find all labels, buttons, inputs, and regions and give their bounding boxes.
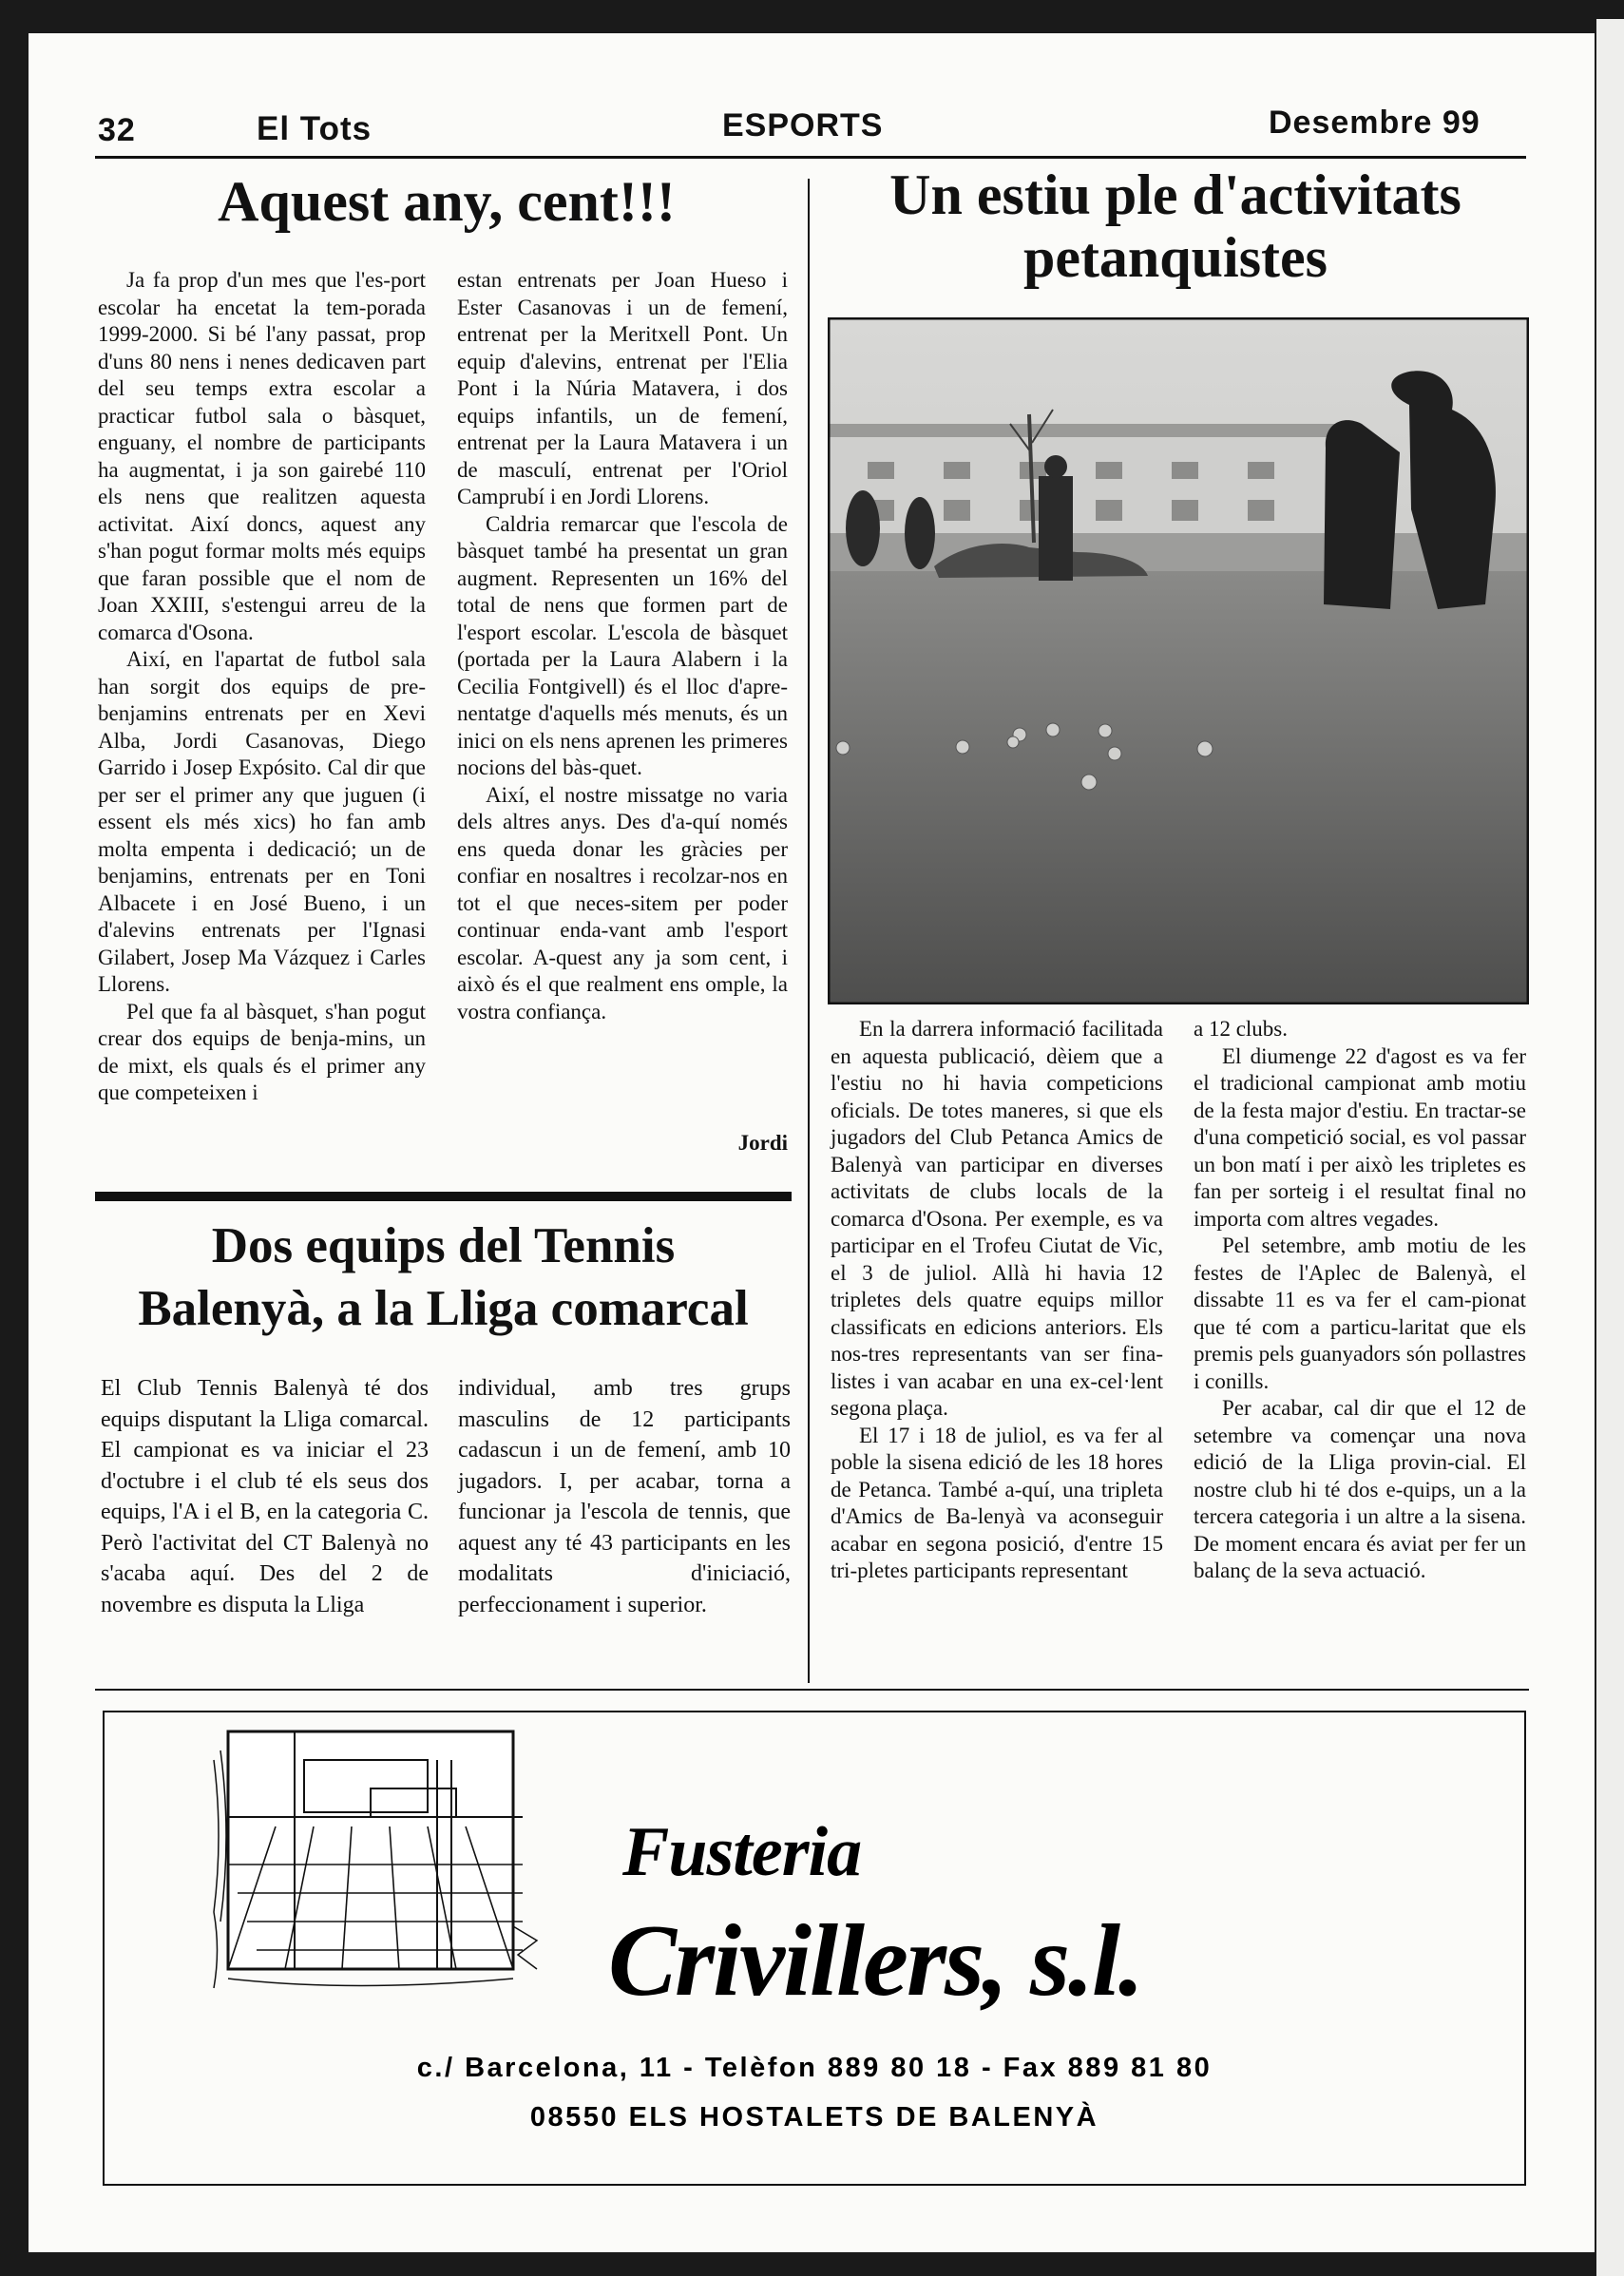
article-column-1 <box>831 1016 1163 1585</box>
article-column-2 <box>1194 1016 1526 1585</box>
ad-city-line: 08550 ELS HOSTALETS DE BALENYÀ <box>529 2102 1099 2133</box>
paragraph: Pel setembre, amb motiu de les festes de l'Aplec de Balenyà, el dissabte 11 es va fer el cam-pionat que té com a particu-laritat que els premis pels guanyadors són pollastres i conills. <box>1194 1234 1526 1393</box>
paragraph: individual, amb tres grups masculins de 12 participants cadascun i un de femení, amb 10 jugadors. I, per acabar, torna a funcionar ja l'escola de tennis, que aquest any té 43 participants en les modalitats d'iniciació, perfeccionament i superior. <box>458 1376 791 1617</box>
article-column-2 <box>457 267 788 1025</box>
article-title: Un estiu ple d'activitats petanquistes <box>889 163 1462 289</box>
paragraph: Caldria remarcar que l'escola de bàsquet també ha presentat un gran augment. Representen un 16% del total de nens que formen part de l'esport escolar. L'escola de bàsquet (portada per la Laura Alabern i la Cecilia Fontgivell) és el lloc d'apre-nentatge d'aquells més menuts, és un inici on els nens aprenen les primeres nocions del bàs-quet. <box>457 511 788 779</box>
publication-name: El Tots <box>257 110 373 147</box>
header-rule <box>95 156 1526 159</box>
petanque-photo-image <box>830 319 1527 1003</box>
article-column-2 <box>458 1373 791 1620</box>
ad-business-name-line2: Crivillers, s.l. <box>608 1904 1143 2018</box>
column-divider <box>808 179 810 1683</box>
carpentry-illustration <box>209 1722 542 1998</box>
section-name: ESPORTS <box>722 107 884 143</box>
advertisement <box>103 1711 1526 2186</box>
paragraph: Pel que fa al bàsquet, s'han pogut crear dos equips de benja-mins, un de mixt, els quals és el primer any que competeixen i <box>98 999 426 1104</box>
ad-separator-rule <box>95 1689 1529 1691</box>
author-signature: Jordi <box>737 1131 788 1155</box>
paragraph: estan entrenats per Joan Hueso i Ester Casanovas i un de femení, entrenat per la Meritxell Pont. Un equip d'alevins, entrenat per l'Elia Pont i la Núria Matavera, i dos equips infantils, un de femení, entrenat per la Laura Matavera i un de masculí, entrenat per l'Oriol Camprubí i en Jordi Llorens. <box>457 268 788 508</box>
issue-date: Desembre 99 <box>1269 105 1481 141</box>
article-column-1 <box>101 1373 429 1620</box>
paragraph: En la darrera informació facilitada en aquesta publicació, dèiem que a l'estiu no hi havia competicions oficials. De totes maneres, si que els jugadors del Club Petanca Amics de Balenyà van participar en diverses activitats de clubs locals de la comarca d'Osona. Per exemple, es va participar en el Trofeu Ciutat de Vic, el 3 de juliol. Allà hi havia 12 tripletes dels quatre equips millor classificats en edicions anteriors. Els nos-tres representants van ser fina-listes i van acabar en una ex-cel·lent segona plaça. <box>831 1017 1163 1420</box>
page-number: 32 <box>98 112 136 148</box>
paragraph: Per acabar, cal dir que el 12 de setembre va començar una nova edició de la Lliga provin-cial. El nostre club hi té dos e-quips, un a la tercera categoria i un altre a la sisena. De moment encara és aviat per fer un balanç de la seva actuació. <box>1194 1396 1526 1582</box>
petanque-photo <box>828 317 1529 1004</box>
paragraph: El Club Tennis Balenyà té dos equips disputant la Lliga comarcal. El campionat es va iniciar el 23 d'octubre i el club té els seus dos equips, l'A i el B, en la categoria C. Però l'activitat del CT Balenyà no s'acaba aquí. Des del 2 de novembre es disputa la Lliga <box>101 1376 429 1617</box>
article-title: Aquest any, cent!!! <box>218 170 676 233</box>
paragraph: Així, el nostre missatge no varia dels altres anys. Des d'a-quí només ens queda donar les gràcies per confiar en nosaltres i recolzar-nos en tot el que neces-sitem per poder continuar enda-vant amb l'esport escolar. A-quest any ja som cent, i això és el que realment ens omple, la vostra confiança. <box>457 782 788 1023</box>
page-edge <box>1596 19 1624 2276</box>
paragraph: a 12 clubs. <box>1194 1017 1289 1041</box>
section-rule <box>95 1192 792 1201</box>
article-title: Dos equips del Tennis Balenyà, a la Lliga comarcal <box>138 1218 749 1336</box>
paragraph: El diumenge 22 d'agost es va fer el tradicional campionat amb motiu de la festa major d'estiu. En tractar-se d'una competició social, es vol passar un bon matí i per això les tripletes es fan per sorteig i el resultat final no importa com altres vegades. <box>1194 1043 1526 1231</box>
paragraph: Així, en l'apartat de futbol sala han sorgit dos equips de pre-benjamins entrenats per en Xevi Alba, Jordi Casanovas, Diego Garrido i Josep Expósito. Cal dir que per ser el primer any que juguen (i essent els més xics) ho fan amb molta empenta i dedicació; un de benjamins, entrenats per en Toni Albacete i en José Bueno, i un d'alevins entrenats per l'Ignasi Gilabert, Josep Ma Vázquez i Carles Llorens. <box>98 647 426 996</box>
paragraph: Ja fa prop d'un mes que l'es-port escolar ha encetat la tem-porada 1999-2000. Si bé l'any passat, prop d'uns 80 nens i nenes dedicaven part del seu temps extra escolar a practicar futbol sala o bàsquet, enguany, el nombre de participants ha augmentat, i ja son gairebé 110 els nens que realitzen aquesta activitat. Així doncs, aquest any s'han pogut formar molts més equips que faran possible que el nom de Joan XXIII, s'estengui arreu de la comarca d'Osona. <box>98 268 426 644</box>
paragraph: El 17 i 18 de juliol, es va fer al poble la sisena edició de les 18 hores de Petanca. També a-quí, una tripleta d'Amics de Ba-lenyà va aconseguir acabar en segona posició, d'entre 15 tri-pletes participants representant <box>831 1423 1163 1582</box>
ad-address-line: c./ Barcelona, 11 - Telèfon 889 80 18 - Fax 889 81 80 <box>416 2053 1213 2083</box>
article-column-1 <box>98 267 426 1107</box>
ad-business-name-line1: Fusteria <box>622 1813 862 1891</box>
